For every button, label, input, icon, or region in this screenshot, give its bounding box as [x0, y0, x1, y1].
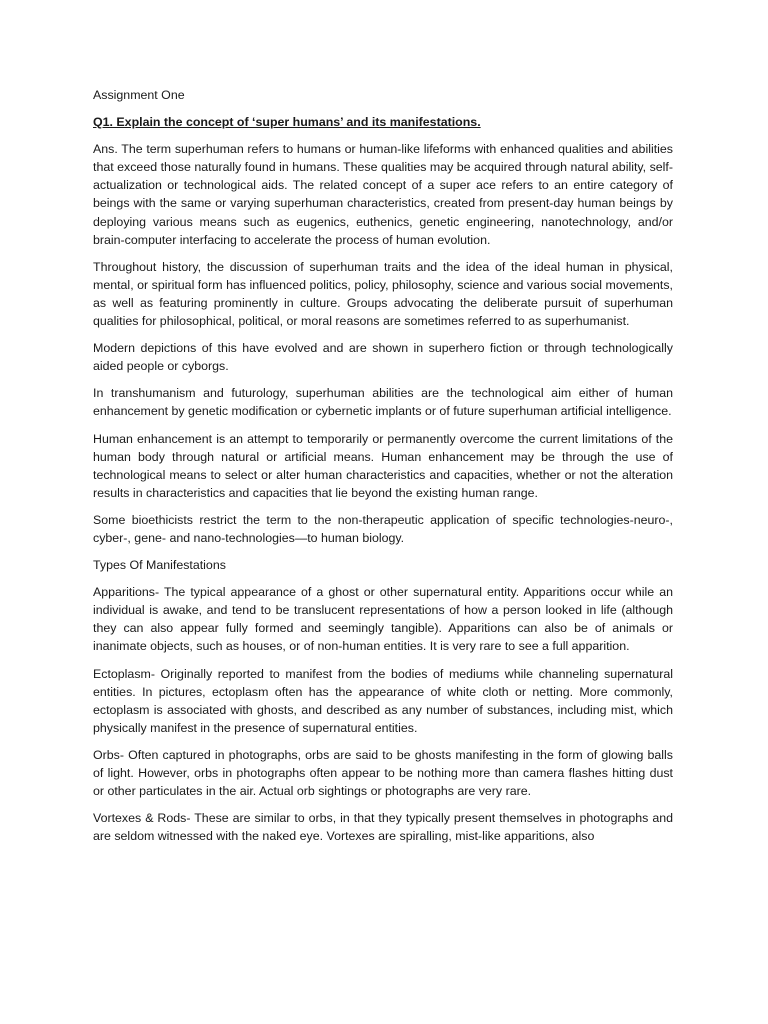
transhumanism-paragraph: In transhumanism and futurology, superhuman abilities are the technological aim either of human enhancement by genetic modification or cybernetic implants or of future superhuman artificial intelligence. — [93, 386, 673, 419]
document-title: Assignment One — [93, 88, 185, 102]
human-enhancement-paragraph: Human enhancement is an attempt to temporarily or permanently overcome the current limitations of the human body through natural or artificial means. Human enhancement may be through the use of technological means to select or alter human characteristics and capacities, whether or not the alteration results in characteristics and capacities that lie beyond the existing human range. — [93, 431, 673, 500]
history-paragraph: Throughout history, the discussion of superhuman traits and the idea of the ideal human in physical, mental, or spiritual form has influenced politics, policy, philosophy, science and various social movements, as well as featuring prominently in culture. Groups advocating the deliberate pursuit of superhuman qualities for philosophical, political, or moral reasons are sometimes referred to as superhumanist. — [93, 259, 673, 329]
answer-paragraph: Ans. The term superhuman refers to humans or human-like lifeforms with enhanced qualities and abilities that exceed those naturally found in humans. These qualities may be acquired through natural ability, self-actualization or technological aids. The related concept of a super ace refers to an entire category of beings with the same or varying superhuman characteristics, created from present-day human beings by deploying various means such as eugenics, euthenics, genetic engineering, nanotechnology, and/or brain-computer interfacing to accelerate the process of human evolution. — [93, 142, 673, 247]
bioethicists-paragraph: Some bioethicists restrict the term to the non-therapeutic application of specific technologies-neuro-, cyber-, gene- and nano-technologies—to human biology. — [93, 512, 673, 545]
modern-depictions-paragraph: Modern depictions of this have evolved and are shown in superhero fiction or through technologically aided people or cyborgs. — [93, 341, 673, 374]
ectoplasm-paragraph: Ectoplasm- Originally reported to manifest from the bodies of mediums while channeling supernatural entities. In pictures, ectoplasm often has the appearance of white cloth or netting. More commonly, ectoplasm is associated with ghosts, and described as any number of substances, including mist, which physically manifest in the presence of supernatural entities. — [93, 666, 673, 735]
types-heading: Types Of Manifestations — [93, 558, 226, 573]
document-page — [93, 86, 673, 854]
question-heading: Q1. Explain the concept of ‘super humans’ and its manifestations. — [93, 115, 481, 130]
apparitions-paragraph: Apparitions- The typical appearance of a ghost or other supernatural entity. Apparitions occur while an individual is awake, and tend to be translucent representations of how a person looked in life (although they can also appear fully formed and seemingly tangible). Apparitions can also be of animals or inanimate objects, such as houses, or of non-human entities. It is very rare to see a full apparition. — [93, 585, 673, 654]
orbs-paragraph: Orbs- Often captured in photographs, orbs are said to be ghosts manifesting in the form of glowing balls of light. However, orbs in photographs often appear to be nothing more than camera flashes hitting dust or other particulates in the air. Actual orb sightings or photographs are very rare. — [93, 747, 673, 799]
vortexes-paragraph: Vortexes & Rods- These are similar to orbs, in that they typically present themselves in photographs and are seldom witnessed with the naked eye. Vortexes are spiralling, mist-like apparitions, also — [93, 811, 673, 844]
